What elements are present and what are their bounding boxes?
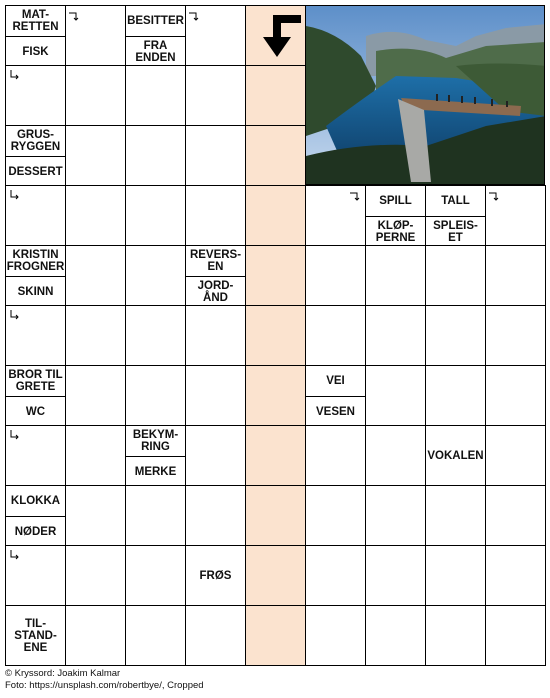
grid-cell-r2-c3[interactable] <box>185 125 246 186</box>
corner-arrow-icon <box>8 308 20 320</box>
clue-text: VOKALEN <box>427 450 484 462</box>
clue-text: FRØS <box>199 570 232 582</box>
clue-text: DESSERT <box>6 156 65 186</box>
clue-text: VESEN <box>306 396 365 426</box>
grid-cell-r2-c1[interactable] <box>65 125 126 186</box>
grid-cell-r8-c1[interactable] <box>65 485 126 546</box>
grid-cell-r5-c6[interactable] <box>365 305 426 366</box>
grid-cell-r1-c2[interactable] <box>125 65 186 126</box>
grid-cell-r7-c1[interactable] <box>65 425 126 486</box>
grid-cell-r0-c0[interactable] <box>5 5 66 66</box>
clue-text: VEI <box>326 375 345 387</box>
grid-cell-r1-c3[interactable] <box>185 65 246 126</box>
grid-cell-r3-c3[interactable] <box>185 185 246 246</box>
corner-arrow-icon <box>68 9 80 21</box>
clue-text: KLØP- PERNE <box>366 216 425 246</box>
corner-arrow-icon <box>188 9 200 21</box>
grid-cell-r6-c8[interactable] <box>485 365 546 426</box>
crossword-grid <box>5 5 545 665</box>
grid-cell-r6-c1[interactable] <box>65 365 126 426</box>
grid-cell-r9-c6[interactable] <box>365 545 426 606</box>
corner-arrow-icon <box>8 68 20 80</box>
grid-cell-r4-c7[interactable] <box>425 245 486 306</box>
clue-text: BROR TIL GRETE <box>8 369 63 393</box>
grid-cell-r6-c2[interactable] <box>125 365 186 426</box>
solution-cell-r8-c4[interactable] <box>245 485 306 546</box>
grid-cell-r5-c2[interactable] <box>125 305 186 366</box>
grid-cell-r7-c2[interactable] <box>125 425 186 486</box>
grid-cell-r6-c5[interactable] <box>305 365 366 426</box>
corner-arrow-icon <box>8 428 20 440</box>
grid-cell-r8-c5[interactable] <box>305 485 366 546</box>
grid-cell-r8-c2[interactable] <box>125 485 186 546</box>
solution-cell-r1-c4[interactable] <box>245 65 306 126</box>
clue-text: SKINN <box>6 276 65 306</box>
clue-text: SPLEIS- ET <box>426 216 485 246</box>
solution-cell-r10-c4[interactable] <box>245 605 306 666</box>
clue-text: FISK <box>6 36 65 66</box>
grid-cell-r9-c7[interactable] <box>425 545 486 606</box>
clue-text: SPILL <box>379 195 412 207</box>
grid-cell-r7-c3[interactable] <box>185 425 246 486</box>
solution-cell-r3-c4[interactable] <box>245 185 306 246</box>
grid-cell-r5-c5[interactable] <box>305 305 366 366</box>
grid-cell-r3-c2[interactable] <box>125 185 186 246</box>
grid-cell-r7-c6[interactable] <box>365 425 426 486</box>
grid-cell-r3-c7[interactable] <box>425 185 486 246</box>
grid-cell-r3-c1[interactable] <box>65 185 126 246</box>
solution-start-arrow-icon <box>251 11 303 63</box>
grid-cell-r0-c2[interactable] <box>125 5 186 66</box>
grid-cell-r10-c1[interactable] <box>65 605 126 666</box>
grid-cell-r8-c0[interactable] <box>5 485 66 546</box>
grid-cell-r8-c6[interactable] <box>365 485 426 546</box>
solution-cell-r4-c4[interactable] <box>245 245 306 306</box>
grid-cell-r3-c6[interactable] <box>365 185 426 246</box>
grid-cell-r10-c3[interactable] <box>185 605 246 666</box>
grid-cell-r9-c5[interactable] <box>305 545 366 606</box>
grid-cell-r10-c2[interactable] <box>125 605 186 666</box>
grid-cell-r4-c3[interactable] <box>185 245 246 306</box>
solution-cell-r6-c4[interactable] <box>245 365 306 426</box>
grid-cell-r7-c5[interactable] <box>305 425 366 486</box>
grid-cell-r5-c1[interactable] <box>65 305 126 366</box>
clue-text: TIL- STAND- ENE <box>14 618 57 654</box>
grid-cell-r4-c8[interactable] <box>485 245 546 306</box>
solution-cell-r2-c4[interactable] <box>245 125 306 186</box>
grid-cell-r4-c1[interactable] <box>65 245 126 306</box>
clue-text: FRA ENDEN <box>126 36 185 66</box>
corner-arrow-icon <box>8 548 20 560</box>
corner-arrow-icon <box>8 188 20 200</box>
grid-cell-r9-c8[interactable] <box>485 545 546 606</box>
grid-cell-r9-c1[interactable] <box>65 545 126 606</box>
grid-cell-r4-c0[interactable] <box>5 245 66 306</box>
grid-cell-r5-c3[interactable] <box>185 305 246 366</box>
grid-cell-r4-c5[interactable] <box>305 245 366 306</box>
grid-cell-r8-c7[interactable] <box>425 485 486 546</box>
clue-text: TALL <box>441 195 470 207</box>
grid-cell-r8-c3[interactable] <box>185 485 246 546</box>
clue-text: MAT- RETTEN <box>12 9 59 33</box>
grid-cell-r5-c8[interactable] <box>485 305 546 366</box>
grid-cell-r6-c3[interactable] <box>185 365 246 426</box>
author-credit: © Kryssord: Joakim Kalmar <box>5 668 121 679</box>
clue-text: BESITTER <box>127 15 184 27</box>
clue-text: MERKE <box>126 456 185 486</box>
solution-cell-r5-c4[interactable] <box>245 305 306 366</box>
clue-text: BEKYM- RING <box>132 429 179 453</box>
corner-arrow-icon <box>488 189 500 201</box>
clue-text: JORD- ÅND <box>186 276 245 306</box>
grid-cell-r9-c2[interactable] <box>125 545 186 606</box>
grid-cell-r10-c5[interactable] <box>305 605 366 666</box>
solution-cell-r9-c4[interactable] <box>245 545 306 606</box>
clue-text: NØDER <box>6 516 65 546</box>
grid-cell-r2-c2[interactable] <box>125 125 186 186</box>
grid-cell-r10-c0[interactable] <box>5 605 66 666</box>
grid-cell-r1-c1[interactable] <box>65 65 126 126</box>
grid-cell-r10-c8[interactable] <box>485 605 546 666</box>
grid-cell-r10-c6[interactable] <box>365 605 426 666</box>
grid-cell-r6-c7[interactable] <box>425 365 486 426</box>
grid-cell-r4-c2[interactable] <box>125 245 186 306</box>
clue-text: KLOKKA <box>10 495 61 507</box>
photo-credit: Foto: https://unsplash.com/robertbye/, Cropped <box>5 680 204 691</box>
clue-text: GRUS- RYGGEN <box>10 129 61 153</box>
grid-cell-r7-c7[interactable] <box>425 425 486 486</box>
corner-arrow-icon <box>349 189 361 201</box>
grid-cell-r9-c3[interactable] <box>185 545 246 606</box>
grid-cell-r8-c8[interactable] <box>485 485 546 546</box>
grid-cell-r6-c0[interactable] <box>5 365 66 426</box>
grid-cell-r6-c6[interactable] <box>365 365 426 426</box>
grid-cell-r2-c0[interactable] <box>5 125 66 186</box>
grid-cell-r5-c7[interactable] <box>425 305 486 366</box>
clue-text: REVERS- EN <box>189 249 242 273</box>
clue-text: KRISTIN FROGNER <box>6 249 65 273</box>
clue-text: WC <box>6 396 65 426</box>
grid-cell-r10-c7[interactable] <box>425 605 486 666</box>
grid-cell-r7-c8[interactable] <box>485 425 546 486</box>
fjord-photo <box>305 5 545 185</box>
solution-cell-r7-c4[interactable] <box>245 425 306 486</box>
grid-cell-r4-c6[interactable] <box>365 245 426 306</box>
